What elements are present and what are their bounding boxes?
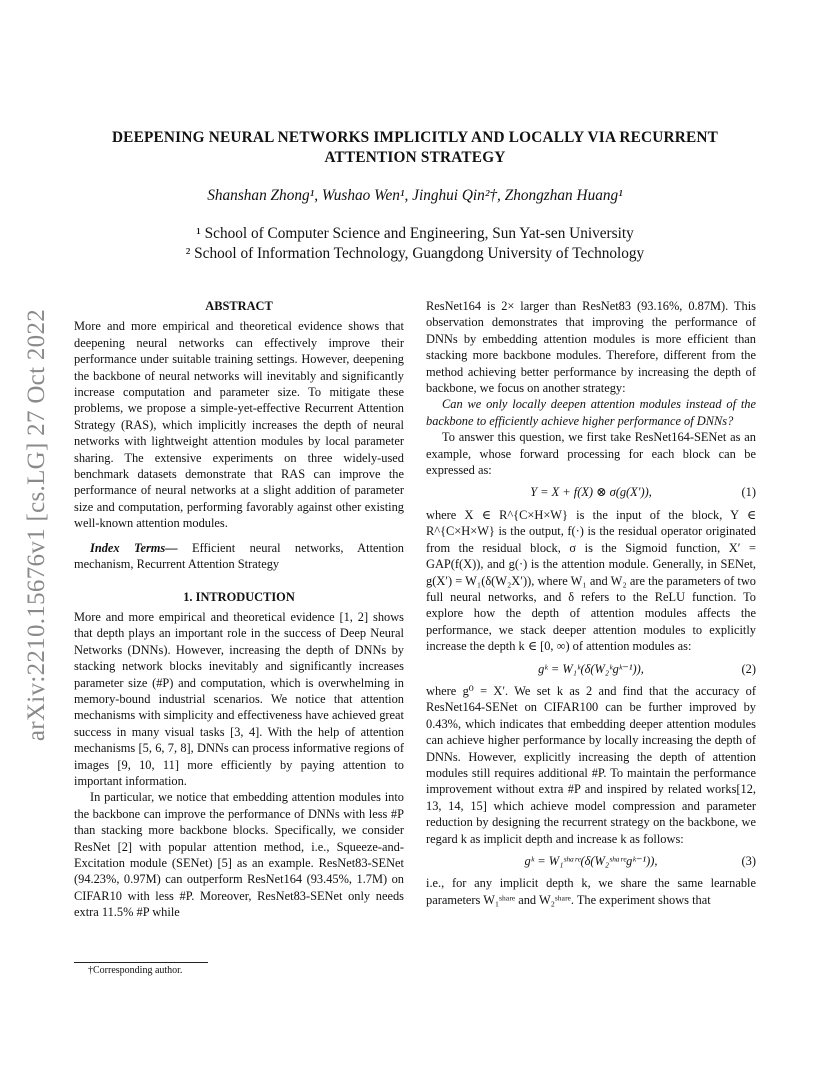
right-paragraph-1: ResNet164 is 2× larger than ResNet83 (93.16%, 0.87M). This observation demonstrates that improving the performance of DNNs by embedding attention modules is more efficient than stacking more backbone modules. Therefore, different from the method achieving better performance by increasing the depth of backbone, we focus on another strategy: bbox=[426, 299, 756, 396]
abstract-text: More and more empirical and theoretical evidence shows that deepening neural networks can effectively improve their performance under suitable training settings. However, deepening the backbone of neural networks will inevitably and significantly increase computation and parameter size. To mitigate these problems, we propose a simple-yet-effective Recurrent Attention Strategy (RAS), which implicitly increases the depth of neural networks with lightweight attention modules by local parameter sharing. The extensive experiments on three widely-used benchmark datasets demonstrate that RAS can improve the performance of neural networks at a slight addition of parameter size and computation, performing favorably against other existing well-known attention modules. bbox=[74, 319, 404, 531]
index-terms-label: Index Terms— bbox=[90, 540, 178, 555]
equation-3-number: (3) bbox=[741, 854, 756, 868]
right-column bbox=[426, 298, 756, 908]
left-column bbox=[74, 298, 404, 921]
equation-1 bbox=[426, 484, 756, 500]
intro-paragraph-2: In particular, we notice that embedding attention modules into the backbone can improve the performance of DNNs with less #P than stacking more backbone blocks. Specifically, we consider ResNet [2] with popular attention method, i.e., Squeeze-and-Excitation module (SENet) [5] as an example. ResNet83-SENet (94.23%, 0.97M) can outperform ResNet164 (93.45%, 1.7M) on CIFAR10 with less #P. Moreover, ResNet83-SENet only needs extra 11.5% #P while bbox=[74, 790, 404, 920]
equation-2-number: (2) bbox=[741, 661, 756, 676]
intro-heading: 1. INTRODUCTION bbox=[183, 589, 295, 604]
index-terms bbox=[74, 540, 404, 573]
abstract-heading: ABSTRACT bbox=[205, 299, 273, 313]
right-paragraph-2: To answer this question, we first take ResNet164-SENet as an example, whose forward processing for each block can be expressed as: bbox=[426, 430, 756, 478]
equation-2 bbox=[426, 661, 756, 677]
equation-3-body: gᵏ = W₁ˢʰᵃʳᵉ(δ(W₂ˢʰᵃʳᵉgᵏ⁻¹)), bbox=[524, 854, 658, 868]
arxiv-id-text: arXiv:2210.15676v1 [cs.LG] 27 Oct 2022 bbox=[23, 308, 50, 742]
intro-paragraph-1: More and more empirical and theoretical evidence [1, 2] shows that depth plays an important role in the success of Deep Neural Networks (DNNs). However, increasing the depth of DNNs by stacking network blocks inevitably and significantly increases parameter size (#P) and computation, which is overwhelming in memory-bound industrial scenarios. We notice that attention mechanisms with simplicity and effectiveness have achieved great success in many visual tasks [3, 4]. With the help of attention mechanisms [5, 6, 7, 8], DNNs can process informative regions of images [9, 10, 11] more efficiently by paying attention to important information. bbox=[74, 609, 404, 788]
affiliations bbox=[90, 224, 740, 264]
right-paragraph-5: i.e., for any implicit depth k, we share the same learnable parameters W₁ˢʰᵃʳᵉ and W₂ˢʰᵃʳᵉ. The experiment shows that bbox=[426, 876, 756, 907]
paper-title: DEEPENING NEURAL NETWORKS IMPLICITLY AND LOCALLY VIA RECURRENT ATTENTION STRATEGY bbox=[111, 129, 719, 166]
arxiv-side-identifier bbox=[22, 290, 52, 760]
equation-3 bbox=[426, 853, 756, 869]
equation-2-body: gᵏ = W₁ᵏ(δ(W₂ᵏgᵏ⁻¹)), bbox=[538, 661, 644, 676]
equation-1-number: (1) bbox=[741, 485, 756, 500]
equation-1-body: Y = X + f(X) ⊗ σ(g(X′)), bbox=[530, 485, 652, 500]
research-question: Can we only locally deepen attention modules instead of the backbone to efficiently achieve higher performance of DNNs? bbox=[426, 397, 756, 428]
author-list: Shanshan Zhong¹, Wushao Wen¹, Jinghui Qin²†, Zhongzhan Huang¹ bbox=[207, 187, 623, 204]
index-terms-text: Efficient neural networks, Attention mechanism, Recurrent Attention Strategy bbox=[74, 540, 404, 572]
footnote: †Corresponding author. bbox=[88, 965, 183, 976]
footnote-divider bbox=[74, 962, 208, 963]
affiliation-1: ¹ School of Computer Science and Engineering, Sun Yat-sen University bbox=[196, 225, 634, 242]
right-paragraph-4: where g⁰ = X′. We set k as 2 and find that the accuracy of ResNet164-SENet on CIFAR100 can be further improved by 0.43%, which indicates that embedding deeper attention modules can achieve higher performance by locally increasing the depth of DNNs. However, explicitly increasing the depth of attention modules still requires additional #P. To maintain the performance improvement without extra #P and inspired by related works[12, 13, 14, 15] which achieve model compression and parameter reduction by designing the recurrent strategy on the backbone, we regard k as implicit depth and increase k as follows: bbox=[426, 683, 756, 846]
affiliation-2: ² School of Information Technology, Guangdong University of Technology bbox=[185, 245, 645, 262]
right-paragraph-3: where X ∈ R^{C×H×W} is the input of the block, Y ∈ R^{C×H×W} is the output, f(·) is the residual operator originated from the residual block, σ is the Sigmoid function, X′ = GAP(f(X)), and g(·) is the attention module. Generally, in SENet, g(X′) = W₁(δ(W₂X′)), where W₁ and W₂ are the parameters of two full neural networks, and δ refers to the ReLU function. To explore how the depth of attention modules affects the performance, we stack deeper attention modules to explicitly increase the depth k ∈ [0, ∞) of attention modules as: bbox=[426, 507, 756, 654]
